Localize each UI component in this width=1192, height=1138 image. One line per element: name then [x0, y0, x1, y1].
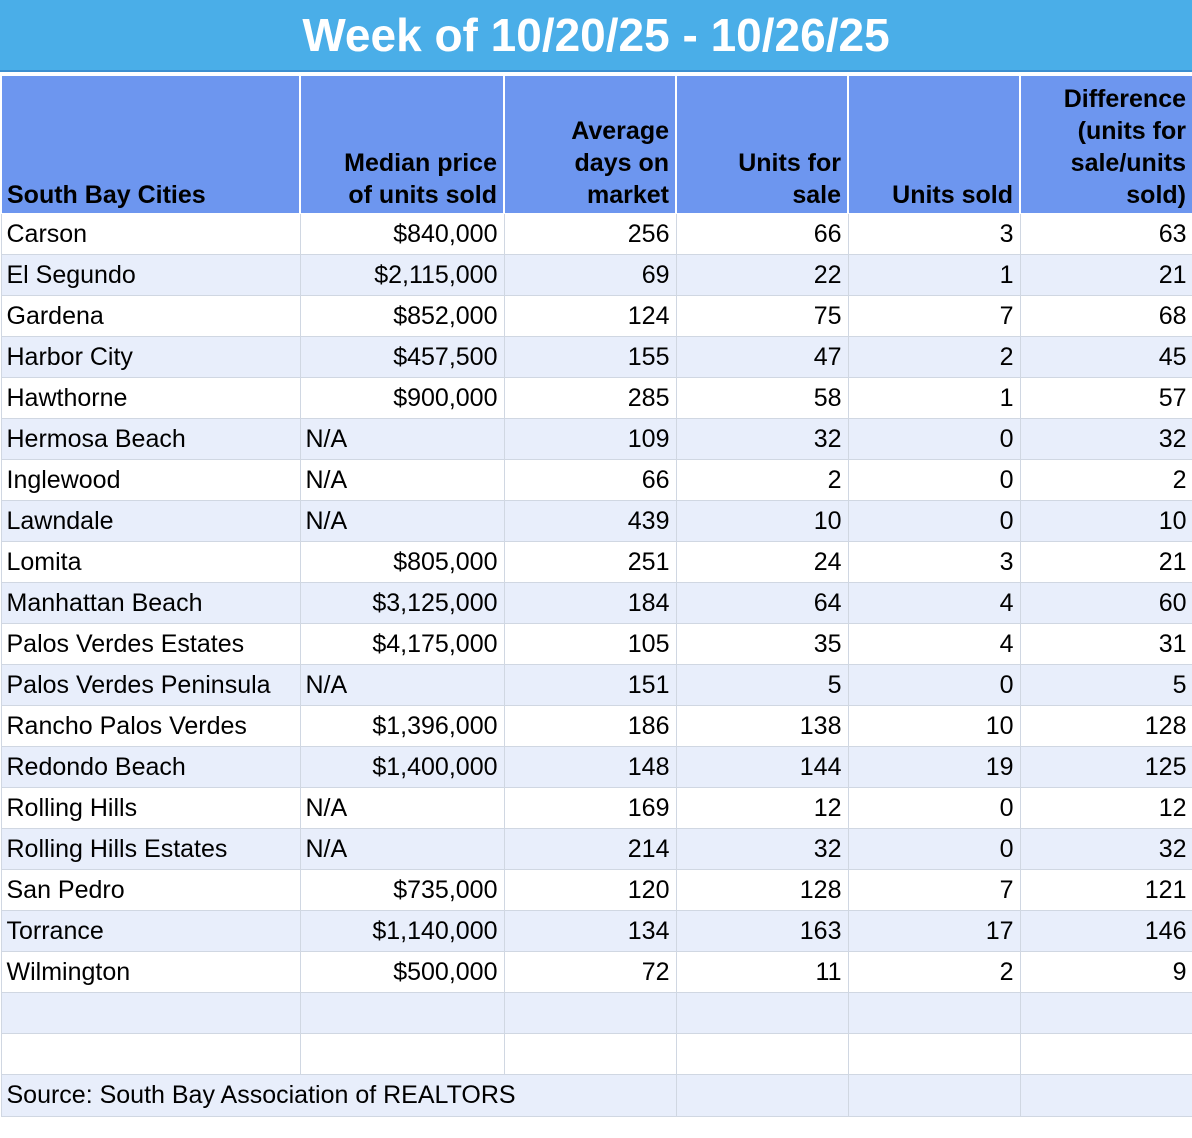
cell-difference: 31	[1020, 624, 1192, 665]
cell-city: Carson	[1, 214, 300, 255]
cell-difference: 60	[1020, 583, 1192, 624]
table-row	[1, 911, 1192, 952]
cell-units-sold: 1	[848, 255, 1020, 296]
cell-units-for-sale: 66	[676, 214, 848, 255]
table-row	[1, 501, 1192, 542]
table-row	[1, 952, 1192, 993]
cell-units-sold: 7	[848, 296, 1020, 337]
cell-units-sold: 2	[848, 952, 1020, 993]
cell-days-on-market: 66	[504, 460, 676, 501]
cell-units-sold: 7	[848, 870, 1020, 911]
cell-units-for-sale: 58	[676, 378, 848, 419]
cell-median-price: $457,500	[300, 337, 504, 378]
table-row	[1, 255, 1192, 296]
cell-units-sold: 0	[848, 501, 1020, 542]
cell-median-price: $735,000	[300, 870, 504, 911]
empty-row	[1, 993, 1192, 1034]
cell-median-price: N/A	[300, 829, 504, 870]
cell-city: Gardena	[1, 296, 300, 337]
cell-city: Rolling Hills	[1, 788, 300, 829]
empty-row	[1, 1034, 1192, 1075]
cell-city: Lawndale	[1, 501, 300, 542]
cell-units-sold: 4	[848, 583, 1020, 624]
cell-units-for-sale: 163	[676, 911, 848, 952]
cell-units-for-sale: 32	[676, 829, 848, 870]
cell-units-for-sale: 22	[676, 255, 848, 296]
cell-difference: 125	[1020, 747, 1192, 788]
table-row	[1, 583, 1192, 624]
cell-days-on-market: 148	[504, 747, 676, 788]
cell-median-price: $1,140,000	[300, 911, 504, 952]
cell-units-for-sale: 75	[676, 296, 848, 337]
cell-city: Wilmington	[1, 952, 300, 993]
cell-difference: 57	[1020, 378, 1192, 419]
header-city: South Bay Cities	[1, 76, 300, 214]
cell-days-on-market: 124	[504, 296, 676, 337]
header-units-sold: Units sold	[848, 76, 1020, 214]
cell-units-for-sale: 35	[676, 624, 848, 665]
empty-cell	[676, 1034, 848, 1075]
cell-units-sold: 0	[848, 665, 1020, 706]
empty-cell	[1020, 1075, 1192, 1117]
cell-units-sold: 10	[848, 706, 1020, 747]
cell-median-price: $852,000	[300, 296, 504, 337]
cell-city: San Pedro	[1, 870, 300, 911]
empty-cell	[504, 993, 676, 1034]
cell-city: Hermosa Beach	[1, 419, 300, 460]
cell-units-sold: 4	[848, 624, 1020, 665]
table-row	[1, 624, 1192, 665]
empty-cell	[848, 1034, 1020, 1075]
header-days-on-market: Average days on market	[504, 76, 676, 214]
table-row	[1, 296, 1192, 337]
cell-city: Hawthorne	[1, 378, 300, 419]
cell-difference: 45	[1020, 337, 1192, 378]
cell-units-for-sale: 32	[676, 419, 848, 460]
cell-median-price: N/A	[300, 788, 504, 829]
cell-days-on-market: 134	[504, 911, 676, 952]
cell-median-price: $805,000	[300, 542, 504, 583]
empty-cell	[1, 993, 300, 1034]
table-row	[1, 460, 1192, 501]
table-title: Week of 10/20/25 - 10/26/25	[0, 0, 1192, 72]
cell-difference: 5	[1020, 665, 1192, 706]
cell-city: Redondo Beach	[1, 747, 300, 788]
table-row	[1, 747, 1192, 788]
cell-units-for-sale: 24	[676, 542, 848, 583]
source-note: Source: South Bay Association of REALTORS	[1, 1075, 676, 1117]
empty-cell	[1020, 993, 1192, 1034]
source-row	[1, 1075, 1192, 1117]
header-median-price: Median price of units sold	[300, 76, 504, 214]
cell-days-on-market: 169	[504, 788, 676, 829]
cell-city: Rancho Palos Verdes	[1, 706, 300, 747]
empty-cell	[676, 993, 848, 1034]
empty-cell	[1, 1034, 300, 1075]
table-row	[1, 378, 1192, 419]
table-row	[1, 788, 1192, 829]
cell-difference: 68	[1020, 296, 1192, 337]
cell-units-sold: 0	[848, 419, 1020, 460]
cell-median-price: $1,400,000	[300, 747, 504, 788]
cell-median-price: $500,000	[300, 952, 504, 993]
cell-days-on-market: 256	[504, 214, 676, 255]
cell-units-for-sale: 128	[676, 870, 848, 911]
cell-difference: 146	[1020, 911, 1192, 952]
cell-units-for-sale: 47	[676, 337, 848, 378]
cell-units-sold: 2	[848, 337, 1020, 378]
cell-median-price: $2,115,000	[300, 255, 504, 296]
empty-cell	[504, 1034, 676, 1075]
cell-city: Palos Verdes Peninsula	[1, 665, 300, 706]
cell-days-on-market: 120	[504, 870, 676, 911]
cell-units-sold: 19	[848, 747, 1020, 788]
cell-days-on-market: 186	[504, 706, 676, 747]
cell-units-for-sale: 138	[676, 706, 848, 747]
table-row	[1, 419, 1192, 460]
cell-median-price: $4,175,000	[300, 624, 504, 665]
cell-days-on-market: 105	[504, 624, 676, 665]
cell-difference: 12	[1020, 788, 1192, 829]
cell-difference: 121	[1020, 870, 1192, 911]
header-difference: Difference (units for sale/units sold)	[1020, 76, 1192, 214]
table-row	[1, 665, 1192, 706]
cell-days-on-market: 285	[504, 378, 676, 419]
cell-days-on-market: 72	[504, 952, 676, 993]
cell-units-sold: 0	[848, 460, 1020, 501]
empty-cell	[848, 1075, 1020, 1117]
cell-days-on-market: 251	[504, 542, 676, 583]
cell-difference: 10	[1020, 501, 1192, 542]
empty-cell	[300, 1034, 504, 1075]
cell-median-price: $900,000	[300, 378, 504, 419]
cell-difference: 9	[1020, 952, 1192, 993]
cell-days-on-market: 155	[504, 337, 676, 378]
cell-city: Manhattan Beach	[1, 583, 300, 624]
cell-days-on-market: 184	[504, 583, 676, 624]
cell-units-sold: 17	[848, 911, 1020, 952]
cell-units-for-sale: 5	[676, 665, 848, 706]
cell-difference: 21	[1020, 255, 1192, 296]
table-row	[1, 829, 1192, 870]
cell-days-on-market: 109	[504, 419, 676, 460]
cell-median-price: N/A	[300, 501, 504, 542]
cell-city: Inglewood	[1, 460, 300, 501]
cell-city: El Segundo	[1, 255, 300, 296]
cell-median-price: $1,396,000	[300, 706, 504, 747]
cell-city: Rolling Hills Estates	[1, 829, 300, 870]
empty-cell	[848, 993, 1020, 1034]
table-row	[1, 870, 1192, 911]
cell-difference: 32	[1020, 419, 1192, 460]
cell-difference: 32	[1020, 829, 1192, 870]
cell-days-on-market: 214	[504, 829, 676, 870]
cell-days-on-market: 439	[504, 501, 676, 542]
cell-units-for-sale: 10	[676, 501, 848, 542]
header-row	[1, 76, 1192, 214]
cell-units-sold: 0	[848, 829, 1020, 870]
table-row	[1, 706, 1192, 747]
cell-units-sold: 3	[848, 542, 1020, 583]
cell-units-for-sale: 12	[676, 788, 848, 829]
cell-units-for-sale: 64	[676, 583, 848, 624]
empty-cell	[1020, 1034, 1192, 1075]
cell-units-sold: 3	[848, 214, 1020, 255]
cell-units-sold: 0	[848, 788, 1020, 829]
empty-cell	[676, 1075, 848, 1117]
cell-units-for-sale: 11	[676, 952, 848, 993]
cell-median-price: N/A	[300, 665, 504, 706]
cell-units-sold: 1	[848, 378, 1020, 419]
data-table	[0, 75, 1192, 1117]
header-units-for-sale: Units for sale	[676, 76, 848, 214]
cell-city: Torrance	[1, 911, 300, 952]
cell-days-on-market: 151	[504, 665, 676, 706]
cell-city: Harbor City	[1, 337, 300, 378]
table-row	[1, 542, 1192, 583]
cell-median-price: $840,000	[300, 214, 504, 255]
cell-units-for-sale: 2	[676, 460, 848, 501]
cell-difference: 128	[1020, 706, 1192, 747]
cell-difference: 21	[1020, 542, 1192, 583]
cell-median-price: N/A	[300, 460, 504, 501]
table-row	[1, 337, 1192, 378]
cell-difference: 2	[1020, 460, 1192, 501]
cell-median-price: $3,125,000	[300, 583, 504, 624]
cell-difference: 63	[1020, 214, 1192, 255]
cell-city: Palos Verdes Estates	[1, 624, 300, 665]
cell-units-for-sale: 144	[676, 747, 848, 788]
cell-median-price: N/A	[300, 419, 504, 460]
empty-cell	[300, 993, 504, 1034]
cell-days-on-market: 69	[504, 255, 676, 296]
table-row	[1, 214, 1192, 255]
cell-city: Lomita	[1, 542, 300, 583]
